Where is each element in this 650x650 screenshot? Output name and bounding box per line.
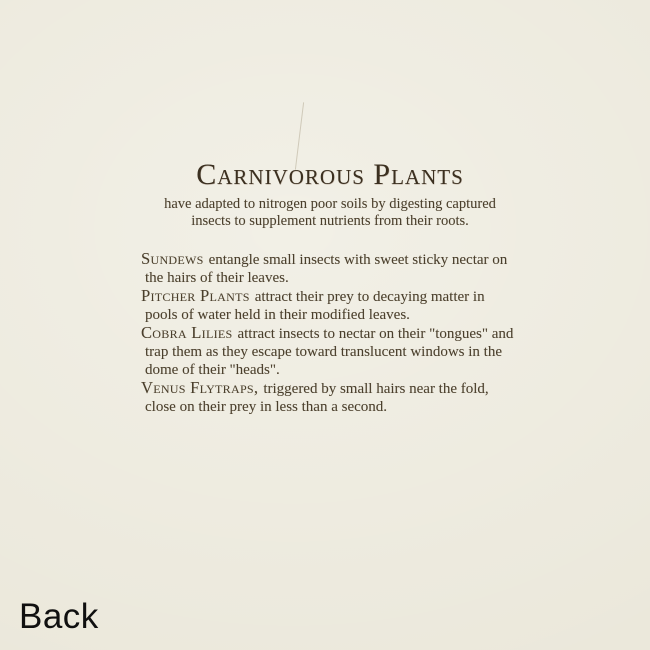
plant-line: close on their prey in less than a second. <box>145 398 388 415</box>
plant-text: attract their prey to decaying matter in <box>254 289 485 306</box>
plant-line: trap them as they escape toward translucent windows in the <box>145 343 502 360</box>
intro-line-1: have adapted to nitrogen poor soils by digesting captured <box>164 196 496 212</box>
plant-name: Venus Flytraps, <box>141 378 259 398</box>
intro-line-2: insects to supplement nutrients from their roots. <box>191 213 469 229</box>
plant-line <box>141 287 520 307</box>
plant-entry-venus-flytraps <box>141 379 520 416</box>
plant-line <box>141 250 520 270</box>
plant-text: triggered by small hairs near the fold, <box>263 381 489 398</box>
plant-line: the hairs of their leaves. <box>145 269 289 286</box>
plant-line: pools of water held in their modified leaves. <box>145 306 410 323</box>
card-intro <box>140 196 520 230</box>
plant-line <box>141 379 520 399</box>
plant-line: dome of their "heads". <box>145 361 280 378</box>
plant-line <box>141 324 520 344</box>
plant-text: entangle small insects with sweet sticky nectar on <box>208 252 508 268</box>
plant-text: attract insects to nectar on their "tongues" and <box>237 326 514 343</box>
card-title: Carnivorous Plants <box>196 158 464 191</box>
plant-entry-sundews <box>141 250 520 287</box>
back-caption: Back <box>19 597 99 636</box>
plant-descriptions <box>141 250 520 416</box>
plant-entry-pitcher-plants <box>141 287 520 324</box>
plant-name: Cobra Lilies <box>141 323 233 343</box>
plant-name: Pitcher Plants <box>141 286 250 306</box>
plant-name: Sundews <box>141 249 204 268</box>
plant-entry-cobra-lilies <box>141 324 520 379</box>
